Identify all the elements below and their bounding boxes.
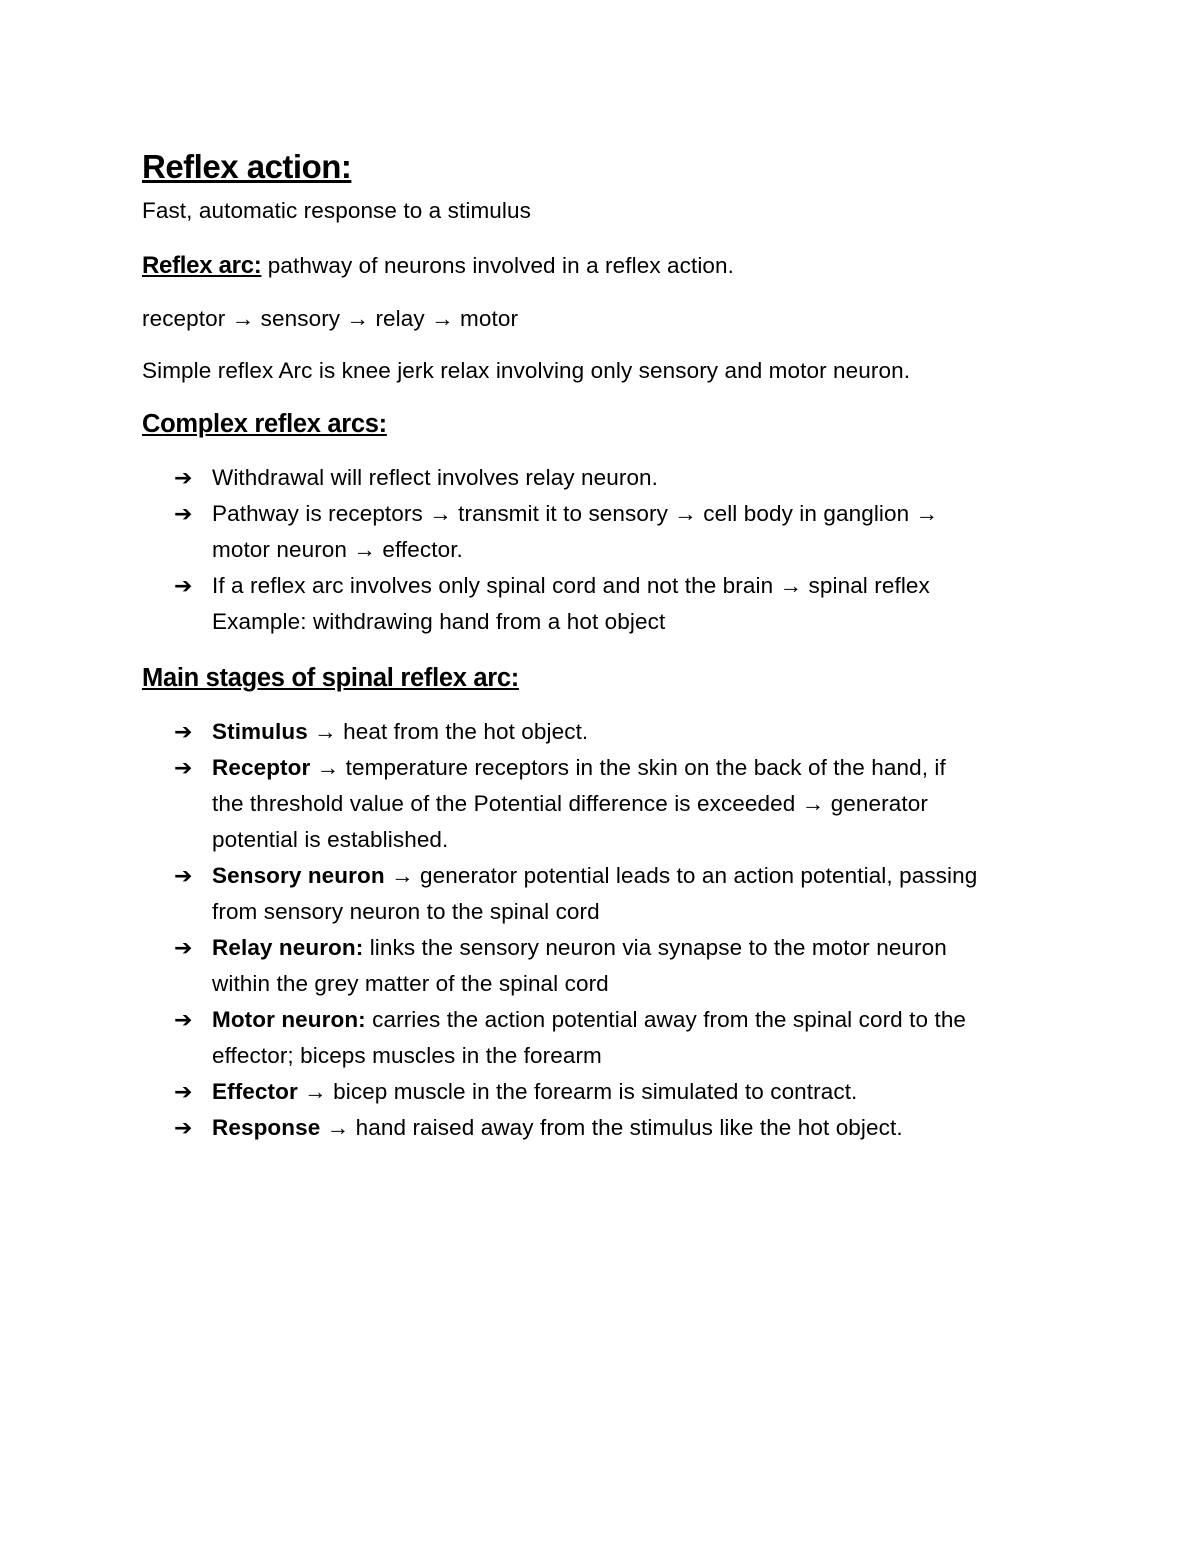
arrow-icon: → <box>304 1079 327 1104</box>
stages-heading: Main stages of spinal reflex arc: <box>142 664 519 692</box>
arrow-bullet-icon: ➔ <box>174 501 193 526</box>
stage-term: Response <box>212 1115 321 1140</box>
list-item <box>142 858 1072 930</box>
arrow-icon: → <box>326 1115 350 1140</box>
stage-text: links the sensory neuron via synapse to the motor neuron <box>363 935 947 960</box>
arrow-bullet-icon: ➔ <box>174 1007 193 1032</box>
arrow-icon: → <box>915 501 939 526</box>
stage-text: heat from the hot object. <box>336 719 589 744</box>
bullet-text: cell body in ganglion <box>696 501 916 526</box>
stage-text: hand raised away from the stimulus like the hot object. <box>349 1115 903 1140</box>
stage-term: Stimulus <box>212 719 308 744</box>
bullet-text: Withdrawal will reflect involves relay neuron. <box>212 465 659 490</box>
bullet-text: motor neuron <box>212 537 354 562</box>
arrow-icon: → <box>353 537 376 562</box>
stage-text: from sensory neuron to the spinal cord <box>212 899 600 924</box>
stage-term: Sensory neuron <box>212 863 385 888</box>
stage-text: carries the action potential away from the spinal cord to the <box>365 1007 967 1032</box>
arrow-icon: → <box>391 863 414 888</box>
list-item <box>142 750 1072 858</box>
bullet-text: spinal reflex <box>802 573 930 598</box>
arrow-bullet-icon: ➔ <box>174 863 193 888</box>
stage-text: potential is established. <box>212 827 449 852</box>
list-item <box>142 1074 1072 1110</box>
reflex-arc-heading: Reflex arc: <box>142 252 262 279</box>
arrow-icon: → <box>779 573 803 598</box>
arrow-icon: → <box>431 306 454 331</box>
stage-text: generator potential leads to an action potential, passing <box>413 863 978 888</box>
bullet-text: Pathway is receptors <box>212 501 430 526</box>
chain-receptor: receptor <box>142 306 232 331</box>
arrow-bullet-icon: ➔ <box>174 1115 193 1140</box>
arrow-icon: → <box>316 755 340 780</box>
arrow-icon: → <box>801 791 825 816</box>
stage-term: Motor neuron: <box>212 1007 366 1032</box>
bullet-text: transmit it to sensory <box>451 501 675 526</box>
stage-text: bicep muscle in the forearm is simulated to contract. <box>326 1079 858 1104</box>
list-item <box>142 568 1072 640</box>
complex-heading: Complex reflex arcs: <box>142 410 387 438</box>
stages-list <box>142 714 1072 1146</box>
chain-motor: motor <box>453 306 519 331</box>
stage-term: Relay neuron: <box>212 935 364 960</box>
bullet-text: Example: withdrawing hand from a hot object <box>212 609 666 634</box>
bullet-text: If a reflex arc involves only spinal cord and not the brain <box>212 573 780 598</box>
list-item <box>142 1002 1072 1074</box>
bullet-text: effector. <box>376 537 463 562</box>
arrow-bullet-icon: ➔ <box>174 1079 193 1104</box>
stage-term: Receptor <box>212 755 311 780</box>
stage-text: effector; biceps muscles in the forearm <box>212 1043 602 1068</box>
chain-sensory: sensory <box>254 306 347 331</box>
stage-text: within the grey matter of the spinal cord <box>212 971 609 996</box>
arrow-bullet-icon: ➔ <box>174 719 193 744</box>
stage-term: Effector <box>212 1079 298 1104</box>
definition-text: Fast, automatic response to a stimulus <box>142 198 531 223</box>
chain-relay: relay <box>369 306 432 331</box>
stage-text: generator <box>824 791 928 816</box>
page-title: Reflex action: <box>142 148 352 185</box>
arrow-icon: → <box>346 306 370 331</box>
list-item <box>142 1110 1072 1146</box>
document-body <box>142 138 1072 1146</box>
list-item <box>142 714 1072 750</box>
arrow-icon: → <box>314 719 337 744</box>
pathway-chain <box>142 304 1072 334</box>
arrow-bullet-icon: ➔ <box>174 465 193 490</box>
stage-text: the threshold value of the Potential difference is exceeded <box>212 791 802 816</box>
arrow-bullet-icon: ➔ <box>174 573 193 598</box>
reflex-arc-text: pathway of neurons involved in a reflex action. <box>261 253 735 278</box>
arrow-icon: → <box>231 306 255 331</box>
complex-list <box>142 460 1072 640</box>
arrow-bullet-icon: ➔ <box>174 755 193 780</box>
arrow-icon: → <box>674 501 697 526</box>
list-item <box>142 496 1072 568</box>
stage-text: temperature receptors in the skin on the back of the hand, if <box>339 755 946 780</box>
arrow-icon: → <box>429 501 452 526</box>
list-item <box>142 930 1072 1002</box>
arrow-bullet-icon: ➔ <box>174 935 193 960</box>
reflex-arc-line <box>142 250 1072 282</box>
simple-arc-text: Simple reflex Arc is knee jerk relax involving only sensory and motor neuron. <box>142 358 911 383</box>
list-item <box>142 460 1072 496</box>
